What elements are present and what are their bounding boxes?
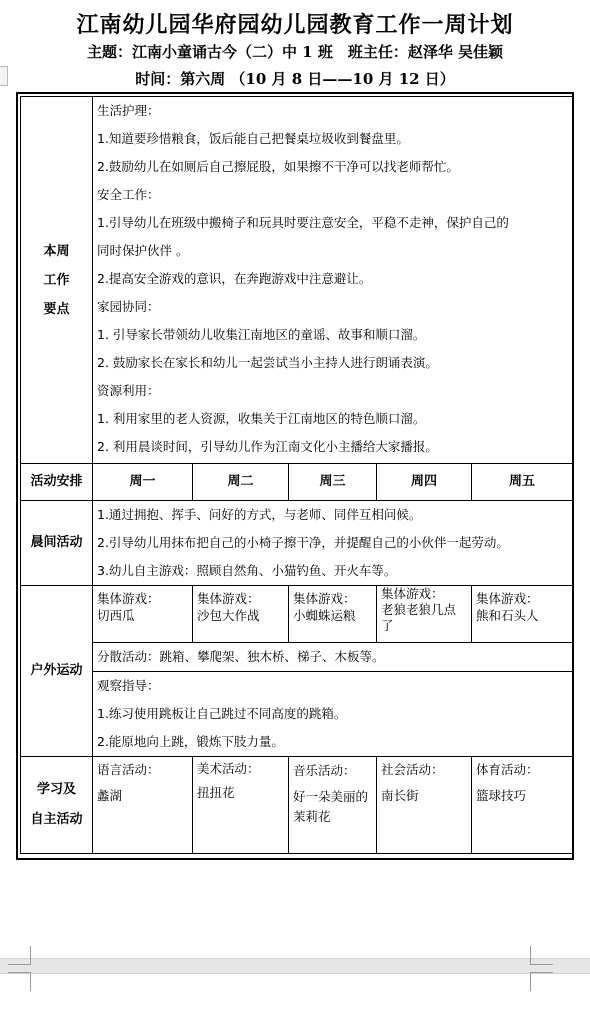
learning-label: 学习及 自主活动 [21, 757, 93, 854]
day-monday: 周一 [93, 464, 193, 501]
game-friday: 集体游戏： 熊和石头人 [472, 586, 573, 643]
game-tuesday: 集体游戏： 沙包大作战 [193, 586, 289, 643]
focus-line: 2.提高安全游戏的意识，在奔跑游戏中注意避让。 [97, 271, 372, 286]
weekly-plan-table [20, 96, 573, 854]
focus-line: 资源利用： [97, 383, 160, 398]
focus-row [21, 97, 573, 464]
focus-content [93, 97, 573, 464]
morning-line: 1.通过拥抱、挥手、问好的方式，与老师、同伴互相问候。 [97, 507, 422, 522]
page-corner-mark [530, 972, 553, 991]
outdoor-label: 户外运动 [21, 586, 93, 757]
scatter-activity: 分散活动：跳箱、攀爬架、独木桥、梯子、木板等。 [93, 643, 573, 672]
game-thursday: 集体游戏： 老狼老狼几点了 [377, 586, 472, 643]
page-corner-mark [8, 972, 31, 991]
focus-line: 同时保护伙伴 。 [97, 243, 189, 258]
morning-content [93, 501, 573, 586]
theme-line: 主题：江南小童诵古今（二）中 1 班 班主任：赵泽华 吴佳颖 [86, 43, 504, 61]
page-break-band [0, 958, 590, 974]
morning-line: 2.引导幼儿用抹布把自己的小椅子擦干净，并提醒自己的小伙伴一起劳动。 [97, 535, 509, 550]
day-thursday: 周四 [377, 464, 472, 501]
outdoor-games-row [21, 586, 573, 643]
morning-row [21, 501, 573, 586]
page-corner-mark [530, 946, 553, 965]
focus-line: 安全工作： [97, 187, 160, 202]
focus-line: 1.知道要珍惜粮食，饭后能自己把餐桌垃圾收到餐盘里。 [97, 131, 409, 146]
plan-table-wrapper [20, 96, 572, 854]
learning-monday: 语言活动： 蠡湖 [93, 757, 193, 854]
learning-tuesday: 美术活动： 扭扭花 [193, 757, 289, 854]
focus-label: 本周 工作 要点 [21, 97, 93, 464]
schedule-row [21, 464, 573, 501]
date-line: 时间：第六周 （10 月 8 日——10 月 12 日） [135, 70, 455, 88]
day-tuesday: 周二 [193, 464, 289, 501]
game-monday: 集体游戏： 切西瓜 [93, 586, 193, 643]
day-wednesday: 周三 [289, 464, 377, 501]
game-wednesday: 集体游戏： 小蜘蛛运粮 [289, 586, 377, 643]
outdoor-guide-row [21, 672, 573, 757]
schedule-label: 活动安排 [21, 464, 93, 501]
focus-line: 2. 利用晨谈时间，引导幼儿作为江南文化小主播给大家播报。 [97, 439, 438, 454]
focus-line: 1. 引导家长带领幼儿收集江南地区的童谣、故事和顺口溜。 [97, 327, 426, 342]
morning-line: 3.幼儿自主游戏：照顾自然角、小猫钓鱼、开火车等。 [97, 563, 397, 578]
outdoor-scatter-row [21, 643, 573, 672]
guide-content: 观察指导： 1.练习使用跳板让自己跳过不同高度的跳箱。 2.能原地向上跳，锻炼下肢力量。 [93, 672, 573, 757]
day-friday: 周五 [472, 464, 573, 501]
focus-line: 2. 鼓励家长在家长和幼儿一起尝试当小主持人进行朗诵表演。 [97, 355, 438, 370]
learning-thursday: 社会活动： 南长街 [377, 757, 472, 854]
focus-line: 生活护理： [97, 103, 160, 118]
learning-friday: 体育活动： 篮球技巧 [472, 757, 573, 854]
page-title: 江南幼儿园华府园幼儿园教育工作一周计划 [76, 12, 514, 38]
morning-label: 晨间活动 [21, 501, 93, 586]
learning-wednesday: 音乐活动： 好一朵美丽的茉莉花 [289, 757, 377, 854]
learning-row [21, 757, 573, 854]
focus-line: 家园协同： [97, 299, 160, 314]
focus-line: 1.引导幼儿在班级中搬椅子和玩具时要注意安全，平稳不走神，保护自己的 [97, 215, 509, 230]
page-corner-mark [8, 946, 31, 965]
focus-line: 1. 利用家里的老人资源，收集关于江南地区的特色顺口溜。 [97, 411, 426, 426]
focus-line: 2.鼓励幼儿在如厕后自己擦屁股，如果擦不干净可以找老师帮忙。 [97, 159, 459, 174]
